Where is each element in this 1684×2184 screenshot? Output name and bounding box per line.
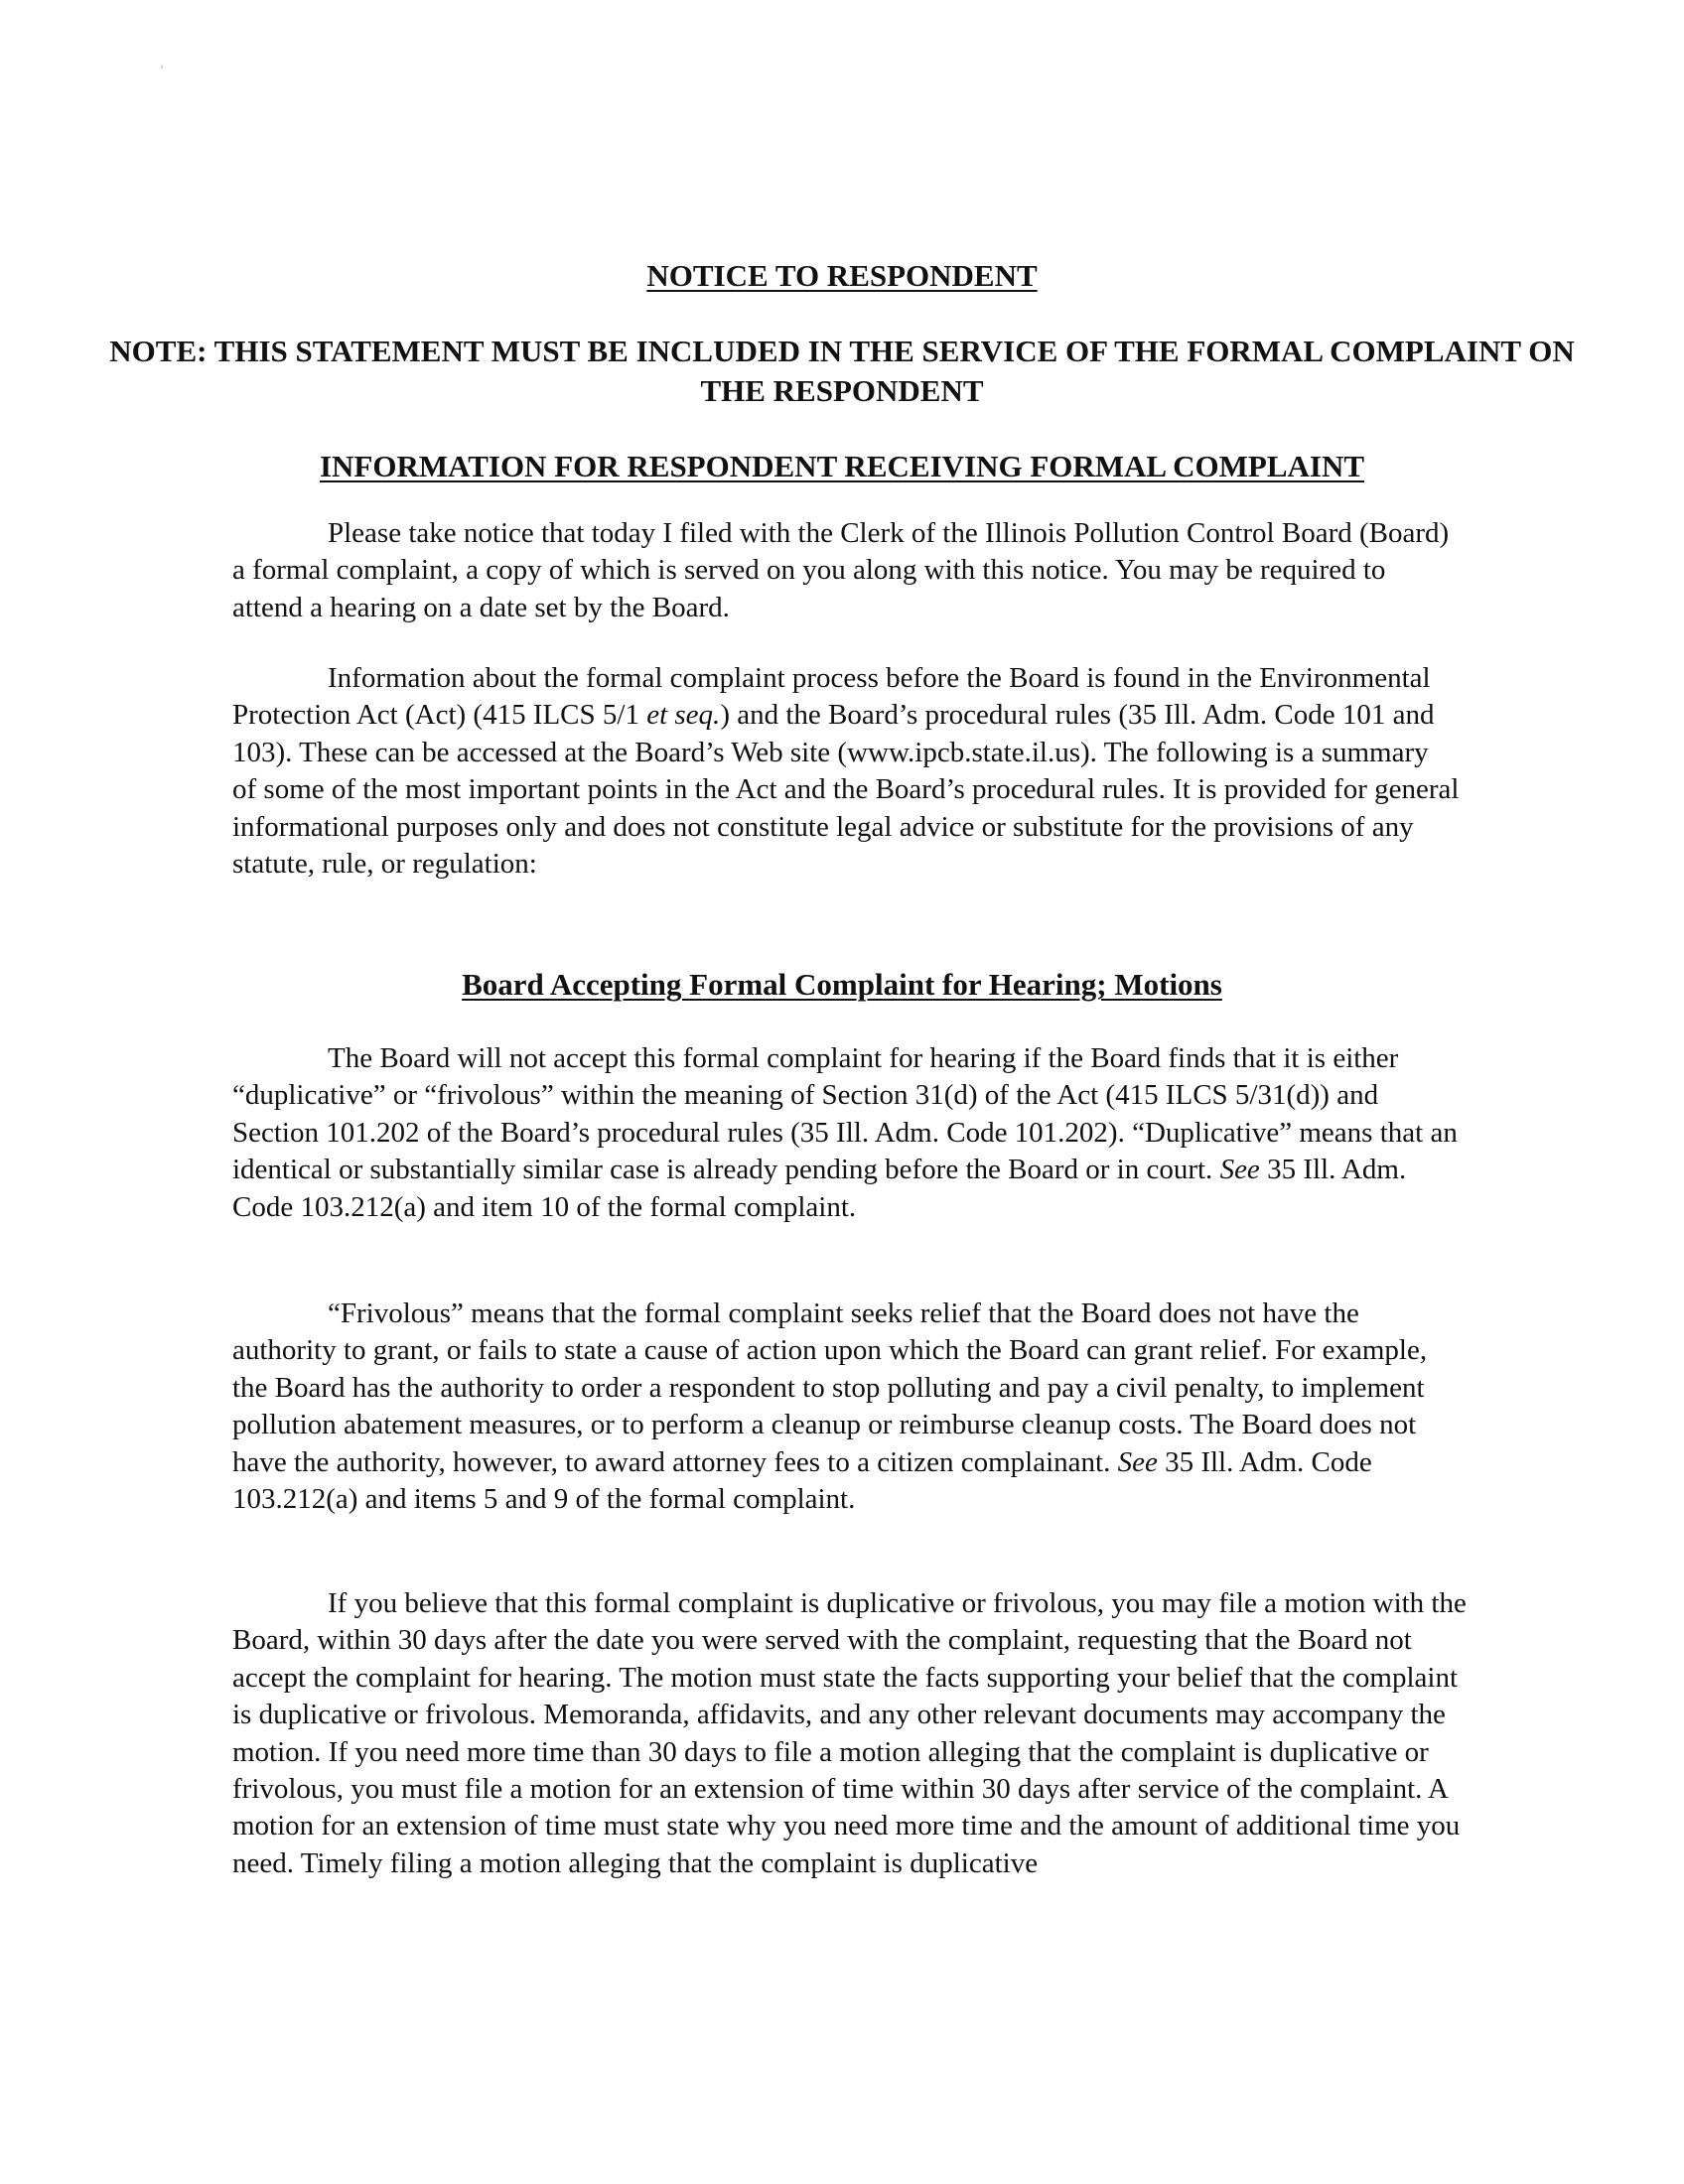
paragraph-frivolous-text-b: 35 Ill. Adm. Code 103.212(a) and items 5 and 9 of the formal complaint. <box>232 1445 1372 1516</box>
notice-heading <box>0 256 1684 296</box>
section-heading <box>0 965 1684 1005</box>
paragraph-motion: If you believe that this formal complaint is duplicative or frivolous, you may file a motion with the Board, within 30 days after the date you were served with the complaint, requesting that the Board not accept the complaint for hearing. The motion must state the facts supporting your belief that the complaint is duplicative or frivolous. Memoranda, affidavits, and any other relevant documents may accompany the motion. If you need more time than 30 days to file a motion alleging that the complaint is duplicative or frivolous, you must file a motion for an extension of time within 30 days after service of the complaint. A motion for an extension of time must state why you need more time and the amount of additional time you need. Timely filing a motion alleging that the complaint is duplicative <box>232 1587 1467 1879</box>
paragraph-duplicative <box>232 1040 1460 1226</box>
paragraph-process-info-text-b: ) and the Board’s procedural rules (35 Ill. Adm. Code 101 and 103). These can be accessed at the Board’s Web site (www.ipcb.state.il.us). The following is a summary of some of the most important points in the Act and the Board’s procedural rules. It is provided for general informational purposes only and does not constitute legal advice or substitute for the provisions of any statute, rule, or regulation: <box>232 699 1460 881</box>
paragraph-frivolous <box>232 1296 1460 1518</box>
paragraph-process-info-text-a: Information about the formal complaint process before the Board is found in the Environmental Protection Act (Act) (415 ILCS 5/1 <box>232 662 1431 732</box>
paragraph-duplicative-text-a: The Board will not accept this formal complaint for hearing if the Board finds that it is either “duplicative” or “frivolous” within the meaning of Section 31(d) of the Act (415 ILCS 5/31(d)) and Section 101.202 of the Board’s procedural rules (35 Ill. Adm. Code 101.202). “Duplicative” means that an identical or substantially similar case is already pending before the Board or in court. <box>232 1042 1458 1186</box>
paragraph-duplicative-text-b: 35 Ill. Adm. Code 103.212(a) and item 10 of the formal complaint. <box>232 1154 1407 1223</box>
information-heading <box>0 447 1684 486</box>
notice-heading-text: NOTICE TO RESPONDENT <box>646 258 1038 293</box>
paragraph-process-info <box>232 660 1460 883</box>
note-heading: NOTE: THIS STATEMENT MUST BE INCLUDED IN THE SERVICE OF THE FORMAL COMPLAINT ON THE RESPONDENT <box>109 334 1575 408</box>
see-italic: See <box>1219 1154 1260 1186</box>
scan-speck <box>161 66 163 68</box>
see-italic: See <box>1117 1445 1158 1478</box>
et-seq-italic: et seq. <box>646 699 721 732</box>
section-heading-text: Board Accepting Formal Complaint for Hearing; Motions <box>462 967 1222 1002</box>
information-heading-text: INFORMATION FOR RESPONDENT RECEIVING FORMAL COMPLAINT <box>319 449 1365 483</box>
paragraph-frivolous-text-a: “Frivolous” means that the formal complaint seeks relief that the Board does not have the authority to grant, or fails to state a cause of action upon which the Board can grant relief. For example, the Board has the authority to order a respondent to stop polluting and pay a civil penalty, to implement pollution abatement measures, or to perform a cleanup or reimburse cleanup costs. The Board does not have the authority, however, to award attorney fees to a citizen complainant. <box>232 1297 1428 1478</box>
paragraph-notice: Please take notice that today I filed with the Clerk of the Illinois Pollution Control Board (Board) a formal complaint, a copy of which is served on you along with this notice. You may be required to attend a hearing on a date set by the Board. <box>232 517 1450 623</box>
